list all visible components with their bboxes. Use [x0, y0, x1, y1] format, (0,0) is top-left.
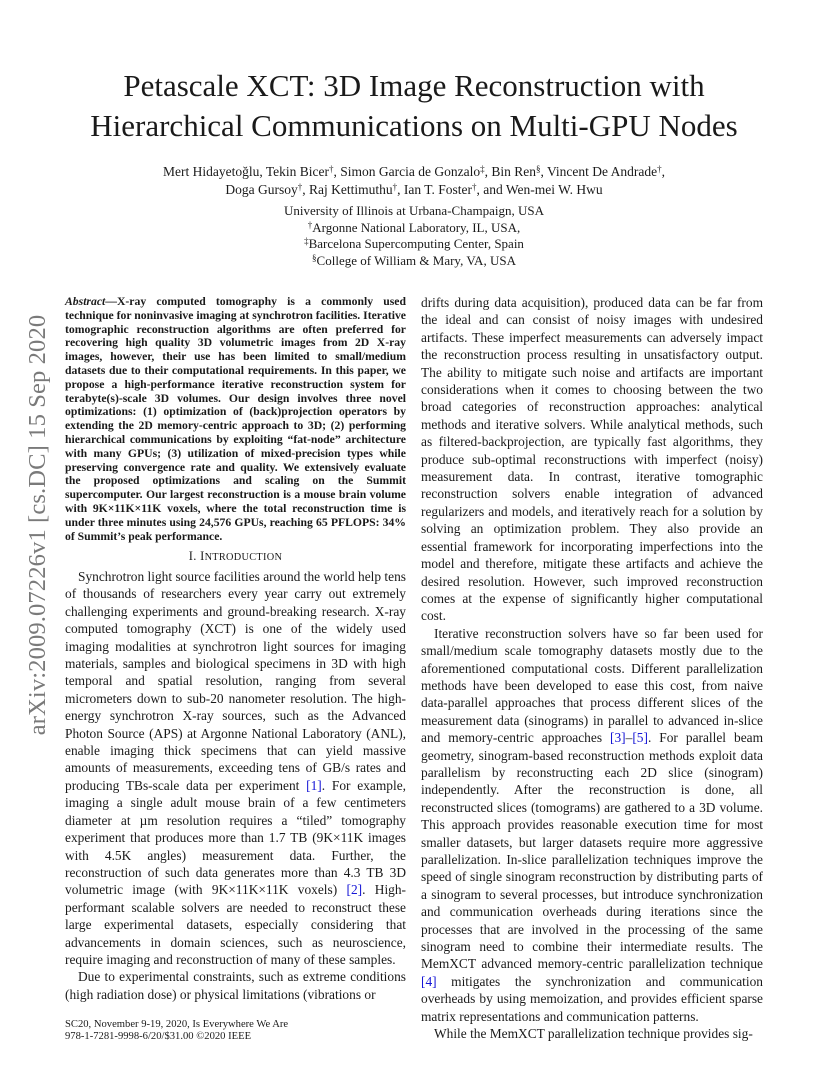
paragraph	[421, 625, 763, 1025]
paragraph-text: Iterative reconstruction solvers have so far been used for small/medium scale tomography datasets mostly due to the aforementioned computational costs. Different parallelization methods have been developed to ease this cost, from naive data-parallel approaches that process different slices of the measurement data (sinograms) in parallel to advanced in-slice and memory-centric approaches	[421, 625, 763, 746]
footer-copyright	[65, 1019, 288, 1043]
section-number: I.	[188, 549, 201, 563]
paragraph-text: Synchrotron light source facilities around the world help tens of thousands of researchers every year carry out extremely challenging experiments and ground-breaking research. X-ray computed tomography (XCT) is one of the widely used imaging modalities at synchrotron light sources for imaging materials, samples and biological specimens in 3D with high temporal and spatial resolution, ranging from several micrometers down to sub-20 nanometer resolution. The high-energy synchrotron X-ray sources, such as the Advanced Photon Source (APS) at Argonne National Laboratory (ANL), enable imaging thick specimens that can yield massive amounts of measurements, exceeding tens of GB/s rates and producing TBs-scale data per experiment	[65, 569, 406, 793]
affiliation-mark: †	[297, 182, 303, 192]
footer-conference: SC20, November 9-19, 2020, Is Everywhere We Are	[65, 1019, 289, 1030]
section-heading-introduction	[65, 549, 406, 564]
arxiv-identifier[interactable]: arXiv:2009.07226v1 [cs.DC] 15 Sep 2020	[24, 314, 51, 736]
affiliation-bsc	[0, 236, 828, 253]
citation-link[interactable]: [2]	[346, 882, 363, 898]
affiliation-mark: †	[329, 164, 334, 174]
citation-link[interactable]: [4]	[421, 973, 437, 989]
paragraph: Due to experimental constraints, such as extreme conditions (high radiation dose) or physical limitations (vibrations or	[65, 969, 406, 1002]
paragraph: While the MemXCT parallelization technique provides sig-	[434, 1026, 753, 1042]
author-line-1	[0, 163, 828, 181]
section-title-initial: I	[200, 549, 205, 563]
citation-link[interactable]: [5]	[632, 730, 648, 746]
author-text: , Vincent De Andrade	[540, 164, 658, 179]
footer-isbn: 978-1-7281-9998-6/20/$31.00 ©2020 IEEE	[65, 1031, 252, 1042]
author-text: Doga Gursoy	[225, 182, 298, 197]
affiliations	[0, 203, 828, 269]
affiliation-mark: †	[307, 219, 313, 230]
paragraph	[65, 568, 406, 968]
citation-link[interactable]: [1]	[306, 777, 322, 793]
paragraph-text: . High-performant scalable solvers are needed to reconstruct these large experimental datasets, especially considering that advancements in domain sciences, such as neuroscience, require imaging and reconstruction of many of these samples.	[65, 882, 407, 967]
author-text: , Bin Ren	[484, 164, 536, 179]
title-line-2: Hierarchical Communications on Multi-GPU Nodes	[90, 108, 738, 143]
author-text: ,	[661, 164, 666, 179]
title-line-1: Petascale XCT: 3D Image Reconstruction with	[123, 68, 705, 103]
affiliation-mark: †	[392, 182, 398, 192]
affiliation-text: College of William & Mary, VA, USA	[316, 252, 516, 268]
affiliation-mark: §	[535, 164, 541, 174]
affiliation-uiuc: University of Illinois at Urbana-Champaign, USA	[284, 203, 544, 218]
author-line-2	[0, 181, 828, 199]
paragraph-text: mitigates the synchronization and communication overheads by using memoization, and provides efficient sparse matrix representations and communication patterns.	[421, 973, 763, 1024]
section-title-rest: NTRODUCTION	[204, 552, 283, 563]
abstract-label: Abstract	[65, 295, 106, 308]
abstract	[65, 295, 406, 543]
paper-title	[0, 66, 828, 146]
affiliation-mark: ‡	[480, 164, 485, 174]
arxiv-sidebar	[17, 290, 59, 760]
right-column-body	[421, 294, 763, 1042]
author-text: , and Wen-mei W. Hwu	[476, 182, 603, 197]
affiliation-mark: §	[312, 252, 317, 263]
affiliation-mark: †	[471, 182, 477, 192]
paragraph-text: . For example, imaging a single adult mouse brain of a few centimeters diameter at µm resolution requires a “tiled” tomography experiment that produces more than 1.7 TB (9K×11K images with 4.5K angles) measurement data. Further, the reconstruction of such data generates more than 4.3 TB 3D volumetric image (with 9K×11K×11K voxels)	[65, 777, 407, 898]
author-text: Mert Hidayetoğlu, Tekin Bicer	[162, 164, 329, 179]
abstract-text: —X-ray computed tomography is a commonly used technique for noninvasive imaging at synchrotron facilities. Iterative tomographic reconstruction algorithms are often preferred for recovering high quality 3D volumetric images from 2D X-ray images, however, their use has been limited to small/medium datasets due to their computational requirements. In this paper, we propose a high-performance iterative reconstruction system for terabyte(s)-scale 3D volumes. Our design involves three novel optimizations: (1) optimization of (back)projection operators by extending the 2D memory-centric approach to 3D; (2) performing hierarchical communications by exploiting “fat-node” architecture with many GPUs; (3) utilization of mixed-precision types while preserving convergence rate and quality. We extensively evaluate the proposed optimizations and scaling on the Summit supercomputer. Our largest reconstruction is a mouse brain volume with 9K×11K×11K voxels, where the total reconstruction time is under three minutes using 24,576 GPUs, reaching 65 PFLOPS: 34% of Summit’s peak performance.	[65, 295, 406, 543]
citation-range-dash: –	[625, 730, 633, 746]
paragraph: drifts during data acquisition), produced data can be far from the ideal and can consist of noisy images with undesired artifacts. These imperfect measurements can adversely impact the reconstruction process resulting in unsatisfactory output. The ability to mitigate such noise and artifacts are important considerations when it comes to choosing between the two broad categories of reconstruction approaches: analytical methods and iterative solvers. While analytical methods, such as filtered-backprojection, are typically fast algorithms, they produce sub-optimal reconstructions with imperfect (noisy) measurement data. In contrast, iterative tomographic reconstruction solvers enable integration of advanced regularizers and models, and iteratively reach for a solution by solving an optimization problem. They also provide an essential framework for incorporating imperfections into the model and therefore, mitigate these artifacts and achieve the desired resolution. However, such improved reconstruction comes at the expense of significantly higher computational cost.	[421, 295, 763, 624]
author-list	[0, 163, 828, 199]
affiliation-mark: ‡	[304, 236, 309, 246]
affiliation-wm	[0, 253, 828, 270]
affiliation-text: Argonne National Laboratory, IL, USA,	[312, 219, 521, 235]
left-column-body	[65, 568, 406, 1003]
author-text: , Simon Garcia de Gonzalo	[333, 164, 481, 179]
paragraph-text: . For parallel beam geometry, sinogram-based reconstruction methods exploit data parallelism by reconstructing each 2D slice (sinogram) independently. After the reconstruction is done, all reconstructed slices (tomograms) are gathered to a 3D volume. This approach provides reasonable execution time for most smaller datasets, but larger datasets require more aggressive parallelization. In-slice parallelization techniques improve the speed of single sinogram reconstruction by distributing parts of a sinogram to several processes, but introduce synchronization and communication overheads during iterations since the processes that are involved in the processing of the same sinogram need to combine their intermediate results. The MemXCT advanced memory-centric parallelization technique	[421, 730, 763, 972]
citation-link[interactable]: [3]	[610, 730, 626, 746]
affiliation-anl	[0, 220, 828, 237]
affiliation-text: Barcelona Supercomputing Center, Spain	[308, 236, 524, 251]
affiliation-mark: †	[657, 164, 662, 174]
author-text: , Raj Kettimuthu	[302, 182, 393, 197]
author-text: , Ian T. Foster	[397, 182, 472, 197]
